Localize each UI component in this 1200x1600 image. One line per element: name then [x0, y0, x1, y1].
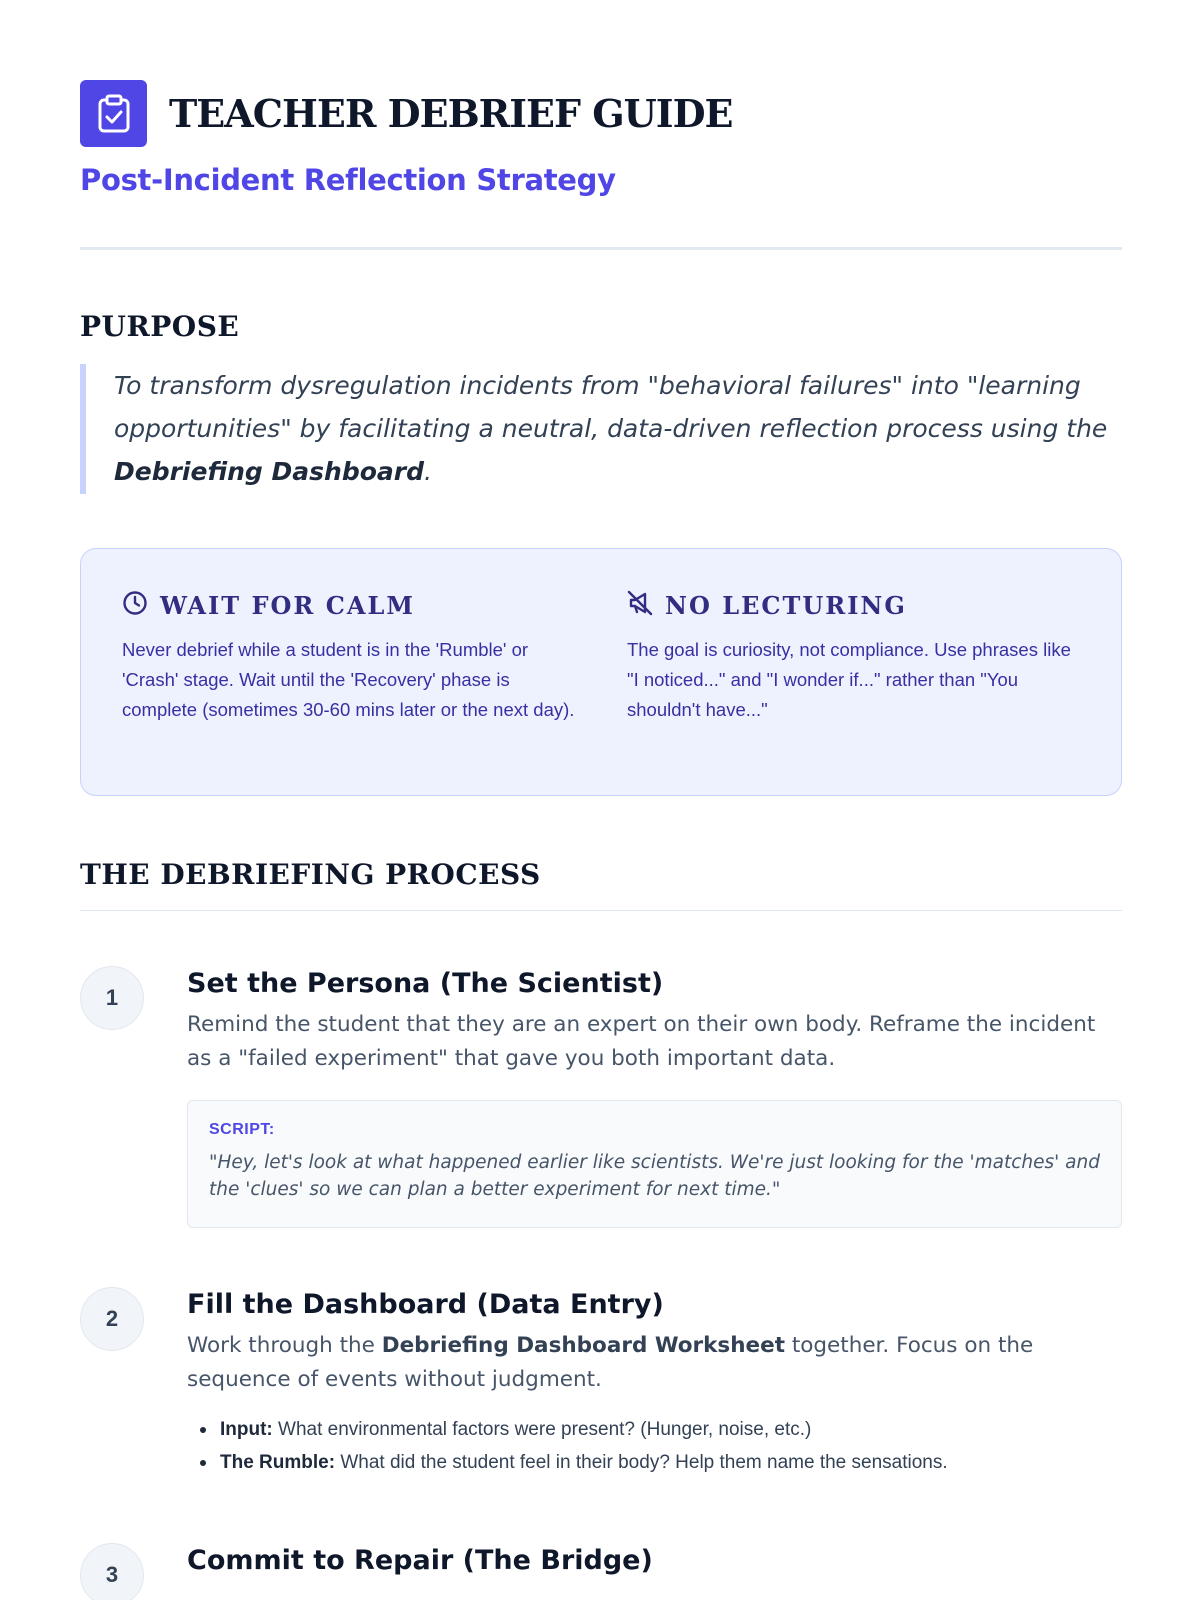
step-description	[187, 1329, 1122, 1397]
megaphone-off-icon	[627, 590, 653, 620]
step-desc-text: together. Focus on the sequence of events without judgment.	[187, 1333, 1034, 1392]
script-label: SCRIPT:	[209, 1121, 275, 1138]
step-desc-text: Work through the	[187, 1333, 382, 1358]
guideline-title: WAIT FOR CALM	[160, 590, 415, 620]
step-description: Remind the student that they are an expert on their own body. Reframe the incident as a "failed experiment" that gave you both important data.	[187, 1012, 1096, 1071]
purpose-end: .	[424, 457, 432, 486]
guideline-no-lecturing	[627, 589, 1082, 725]
guideline-header	[122, 589, 577, 621]
bullet-label: The Rumble:	[220, 1452, 336, 1473]
purpose-heading: PURPOSE	[80, 310, 240, 343]
header-divider	[80, 247, 1122, 250]
process-divider	[80, 910, 1122, 911]
guideline-title: NO LECTURING	[665, 590, 907, 620]
guideline-text: Never debrief while a student is in the 'Rumble' or 'Crash' stage. Wait until the 'Recovery' phase is complete (sometimes 30-60 mins later or the next day).	[122, 639, 575, 720]
purpose-highlight: Debriefing Dashboard	[114, 457, 424, 486]
guideline-text: The goal is curiosity, not compliance. Use phrases like "I noticed..." and "I wonder if..." rather than "You shouldn't have..."	[627, 639, 1071, 720]
guideline-wait-for-calm	[122, 589, 577, 725]
bullet-label: Input:	[220, 1419, 273, 1440]
purpose-statement	[80, 364, 1122, 494]
guidelines-callout	[80, 548, 1122, 796]
step-bullet-list	[187, 1413, 1122, 1479]
step-body	[187, 1287, 1122, 1479]
step-number: 3	[80, 1543, 144, 1600]
title-row	[80, 80, 1120, 147]
clock-icon	[122, 590, 148, 620]
page-title: TEACHER DEBRIEF GUIDE	[169, 91, 733, 136]
list-item	[220, 1446, 1122, 1479]
list-item	[220, 1413, 1122, 1446]
script-box	[187, 1100, 1122, 1228]
guideline-header	[627, 589, 1082, 621]
script-text: "Hey, let's look at what happened earlier like scientists. We're just looking for the 'matches' and the 'clues' so we can plan a better experiment for next time."	[209, 1152, 1100, 1200]
step-number: 2	[80, 1287, 144, 1351]
step-title: Set the Persona (The Scientist)	[187, 968, 664, 999]
page-subtitle: Post-Incident Reflection Strategy	[80, 163, 616, 197]
clipboard-check-icon	[80, 80, 147, 147]
step-body	[187, 1543, 1122, 1581]
document-header	[80, 80, 1120, 197]
bullet-text: What environmental factors were present? (Hunger, noise, etc.)	[272, 1419, 812, 1440]
bullet-text: What did the student feel in their body? Help them name the sensations.	[335, 1452, 948, 1473]
worksheet-name: Debriefing Dashboard Worksheet	[381, 1333, 785, 1358]
step-title: Fill the Dashboard (Data Entry)	[187, 1289, 664, 1320]
step-body	[187, 966, 1122, 1228]
purpose-text: To transform dysregulation incidents from "behavioral failures" into "learning opportunities" by facilitating a neutral, data-driven reflection process using the	[114, 371, 1108, 443]
process-heading: THE DEBRIEFING PROCESS	[80, 858, 541, 891]
step-title: Commit to Repair (The Bridge)	[187, 1545, 653, 1576]
step-number: 1	[80, 966, 144, 1030]
